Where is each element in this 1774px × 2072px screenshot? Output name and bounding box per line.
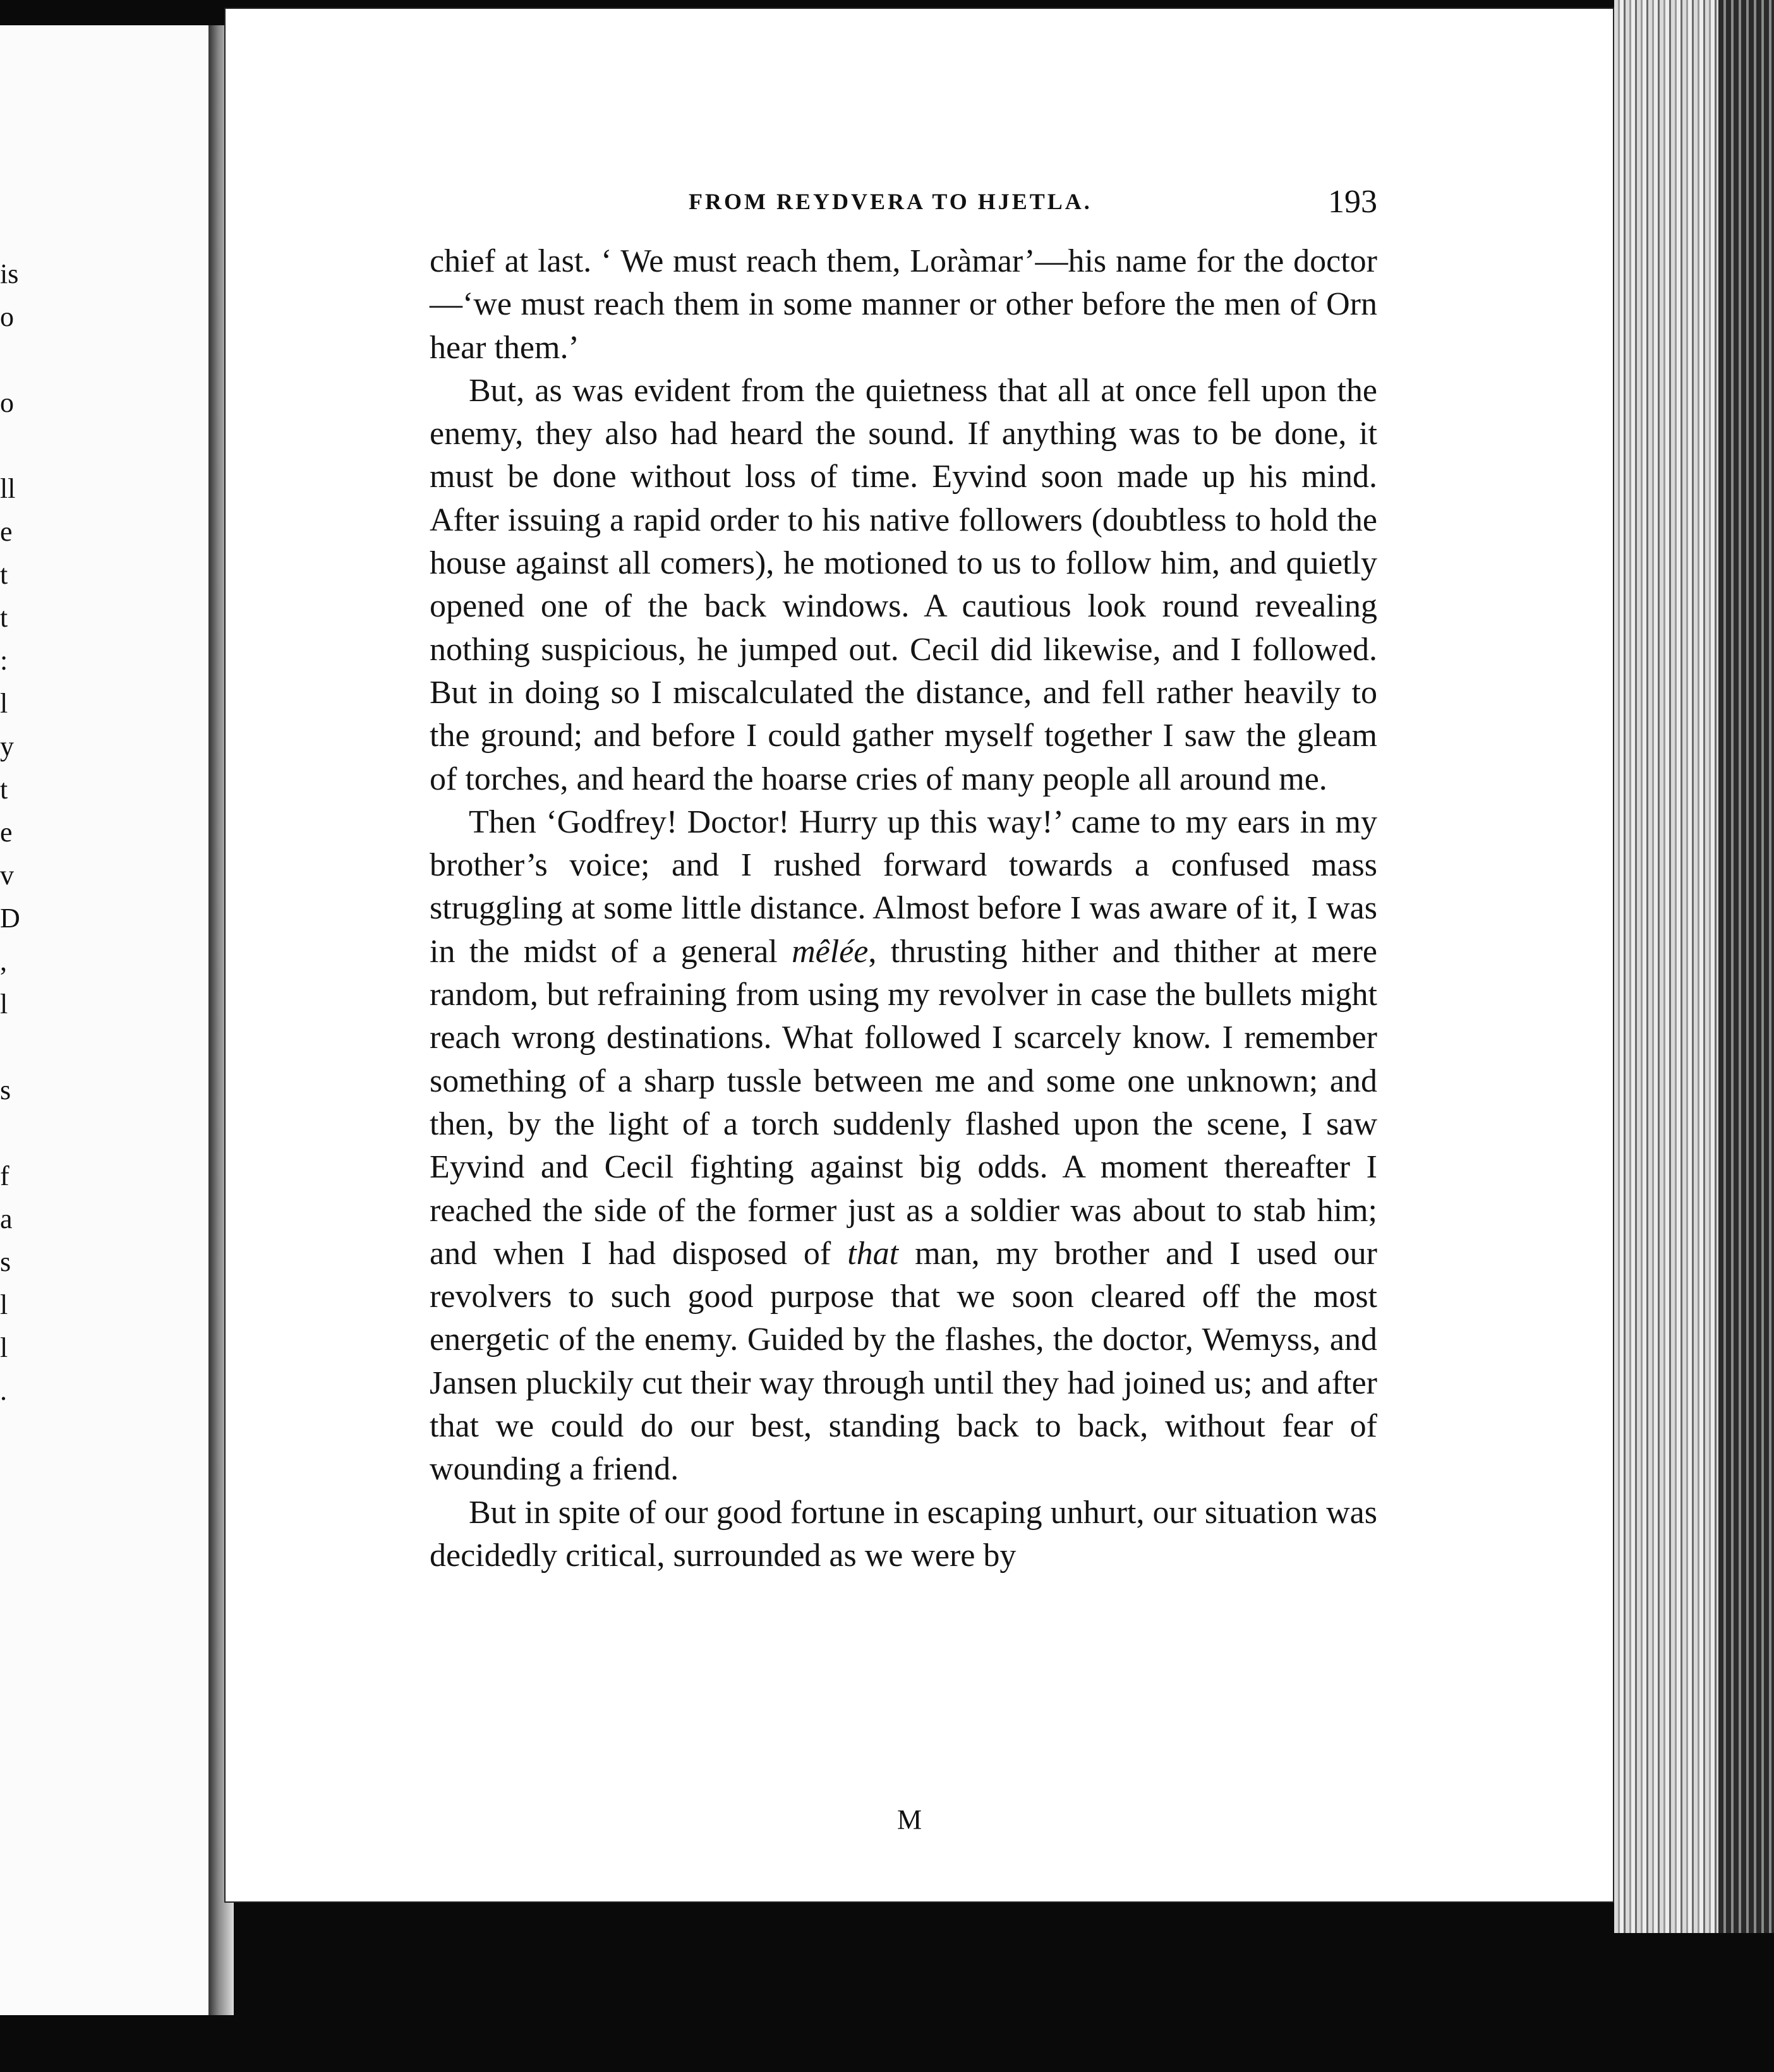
body-text: [430, 240, 1377, 1577]
italic-melee: mêlée: [792, 933, 869, 970]
italic-that: that: [847, 1235, 899, 1272]
running-head: FROM REYDVERA TO HJETLA.: [689, 189, 1092, 214]
paragraph-3-part-c: man, my brother and I used our revolvers to such good purpose that we soon cleared off the most energetic of the enemy. Guided by the flashes, the doctor, Wemyss, and Jansen pluckily cut their way through until they had joined us; and after that we could do our best, standing back to back, without fear of wounding a friend.: [430, 1235, 1377, 1488]
paragraph-3: [430, 801, 1377, 1491]
paragraph-2: But, as was evident from the quietness that all at once fell upon the enemy, they also had heard the sound. If anything was to be done, it must be done without loss of time. Eyvind soon made up his mind. After issuing a rapid order to his native followers (doubtless to hold the house against all comers), he motioned to us to follow him, and quietly opened one of the back windows. A cautious look round revealing nothing suspicious, he jumped out. Cecil did likewise, and I followed. But in doing so I miscalculated the distance, and fell rather heavily to the ground; and before I could gather myself together I saw the gleam of torches, and heard the hoarse cries of many people all around me.: [430, 372, 1377, 797]
paragraph-1: chief at last. ‘ We must reach them, Loràmar’—his name for the doctor—‘we must reach them in some manner or other before the men of Orn hear them.’: [430, 243, 1377, 366]
previous-page-cut-text: is o o ll e t t : l y t e v D , l s f a s l l .: [0, 258, 20, 1406]
paragraph-4: But in spite of our good fortune in escaping unhurt, our situation was decidedly critical, surrounded as we were by: [430, 1494, 1377, 1574]
page-header: [689, 183, 1377, 227]
page-number: 193: [1328, 184, 1377, 220]
paragraph-3-part-b: , thrusting hither and thither at mere random, but refraining from using my revolver in case the bullets might reach wrong destinations. What followed I scarcely know. I remember something of a sharp tussle between me and some one unknown; and then, by the light of a torch suddenly flashed upon the scene, I saw Eyvind and Cecil fighting against big odds. A moment thereafter I reached the side of the former just as a soldier was about to stab him; and when I had disposed of: [430, 933, 1377, 1272]
paragraph-3-part-a: Then ‘Godfrey! Doctor! Hurry up this way!’ came to my ears in my brother’s voice; and I rushed forward towards a confused mass struggling at some little distance. Almost before I was aware of it, I was in the midst of a general: [430, 804, 1377, 970]
signature-mark: M: [897, 1804, 922, 1835]
previous-page-edge: [0, 25, 220, 2015]
book-fore-edge-shadow: [1718, 0, 1774, 1933]
scan-bottom-border: [0, 2015, 1774, 2072]
